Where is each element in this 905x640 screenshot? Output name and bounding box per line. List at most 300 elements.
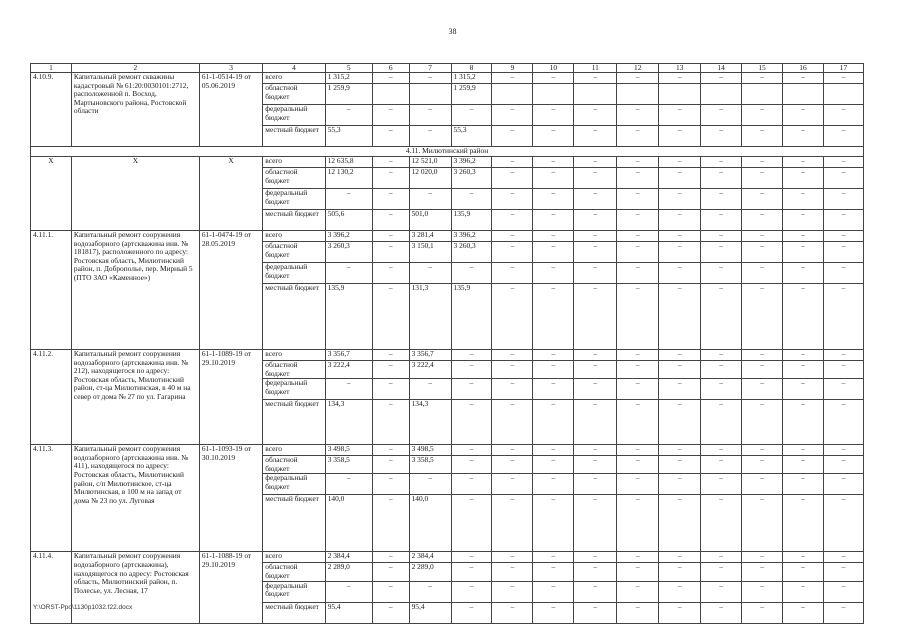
value-cell: – (617, 157, 659, 168)
value-cell: – (617, 126, 659, 147)
value-cell: – (533, 284, 574, 350)
table-body (31, 64, 864, 624)
value-cell: – (617, 400, 659, 445)
value-cell: – (742, 379, 783, 400)
value-cell: – (742, 157, 783, 168)
program-table (30, 63, 864, 624)
value-cell: – (823, 456, 863, 474)
value-cell: – (783, 495, 824, 552)
value-cell: – (701, 73, 742, 84)
value-cell: – (701, 602, 742, 623)
value-cell: – (533, 361, 574, 379)
value-cell: – (823, 379, 863, 400)
funding-source: местный бюджет (263, 602, 325, 623)
value-cell: – (783, 263, 824, 284)
funding-source: всего (263, 157, 325, 168)
value-cell: – (742, 263, 783, 284)
value-cell: – (823, 73, 863, 84)
funding-source: областной бюджет (263, 84, 325, 105)
value-cell: – (617, 602, 659, 623)
value-cell: – (574, 73, 617, 84)
value-cell: – (783, 284, 824, 350)
value-cell: – (659, 157, 701, 168)
value-cell: – (823, 474, 863, 495)
value-cell: 3 358,5 (325, 456, 372, 474)
value-cell: – (742, 284, 783, 350)
value-cell: – (372, 168, 409, 189)
value-cell: – (659, 474, 701, 495)
value-cell: – (451, 361, 492, 379)
value-cell: 95,4 (409, 602, 451, 623)
value-cell: – (742, 581, 783, 602)
value-cell: – (533, 474, 574, 495)
value-cell: 3 281,4 (409, 231, 451, 242)
funding-source: федеральный бюджет (263, 474, 325, 495)
funding-source: областной бюджет (263, 242, 325, 263)
value-cell: – (617, 581, 659, 602)
value-cell: – (659, 495, 701, 552)
funding-source: федеральный бюджет (263, 379, 325, 400)
value-cell: – (492, 445, 533, 456)
column-number: 5 (325, 64, 372, 73)
value-cell: – (783, 602, 824, 623)
value-cell: 134,3 (409, 400, 451, 445)
value-cell: – (492, 263, 533, 284)
value-cell: – (617, 168, 659, 189)
value-cell: – (659, 105, 701, 126)
item-document: 61-1-1088-19 от 29.10.2019 (199, 552, 262, 623)
value-cell: – (451, 350, 492, 361)
value-cell: – (659, 445, 701, 456)
value-cell: – (701, 495, 742, 552)
value-cell: – (823, 126, 863, 147)
value-cell: – (701, 157, 742, 168)
value-cell: 1 315,2 (451, 73, 492, 84)
value-cell: – (372, 284, 409, 350)
value-cell: – (823, 157, 863, 168)
value-cell: 3 498,5 (409, 445, 451, 456)
value-cell: 131,3 (409, 284, 451, 350)
value-cell: – (701, 263, 742, 284)
value-cell: – (701, 379, 742, 400)
item-document: Х (199, 157, 262, 231)
value-cell: – (742, 189, 783, 210)
value-cell: – (617, 210, 659, 231)
column-number: 17 (823, 64, 863, 73)
value-cell (409, 84, 451, 105)
value-cell: – (492, 189, 533, 210)
value-cell: – (492, 126, 533, 147)
value-cell: – (574, 400, 617, 445)
value-cell: 140,0 (409, 495, 451, 552)
value-cell: – (492, 563, 533, 581)
value-cell: 3 396,2 (451, 231, 492, 242)
value-cell: – (451, 581, 492, 602)
value-cell: 12 635,8 (325, 157, 372, 168)
value-cell: – (372, 231, 409, 242)
value-cell: – (574, 602, 617, 623)
value-cell: – (574, 242, 617, 263)
value-cell: 12 020,0 (409, 168, 451, 189)
value-cell: – (574, 563, 617, 581)
value-cell: – (742, 400, 783, 445)
value-cell: – (783, 379, 824, 400)
value-cell: – (372, 189, 409, 210)
value-cell: – (533, 126, 574, 147)
budget-row (31, 231, 864, 242)
value-cell: – (372, 563, 409, 581)
value-cell: – (783, 350, 824, 361)
value-cell: – (783, 242, 824, 263)
funding-source: местный бюджет (263, 400, 325, 445)
value-cell: – (492, 73, 533, 84)
value-cell: – (533, 400, 574, 445)
value-cell: – (742, 474, 783, 495)
value-cell: – (617, 350, 659, 361)
value-cell: – (574, 474, 617, 495)
value-cell: – (823, 400, 863, 445)
funding-source: областной бюджет (263, 456, 325, 474)
value-cell: – (533, 495, 574, 552)
value-cell: – (492, 581, 533, 602)
value-cell: – (701, 242, 742, 263)
item-document: 61-1-1093-19 от 30.10.2019 (199, 445, 262, 552)
value-cell: – (701, 231, 742, 242)
value-cell: – (617, 263, 659, 284)
value-cell: – (783, 445, 824, 456)
column-number: 9 (492, 64, 533, 73)
value-cell: – (409, 105, 451, 126)
value-cell: – (659, 231, 701, 242)
column-number: 10 (533, 64, 574, 73)
value-cell: – (492, 231, 533, 242)
value-cell: – (574, 379, 617, 400)
value-cell: – (701, 400, 742, 445)
value-cell: – (574, 210, 617, 231)
item-name: Х (71, 157, 199, 231)
value-cell: – (742, 361, 783, 379)
value-cell: – (492, 474, 533, 495)
item-document: 61-1-0514-19 от 05.06.2019 (199, 73, 262, 147)
item-number: 4.11.3. (31, 445, 72, 552)
value-cell: 1 315,2 (325, 73, 372, 84)
value-cell: – (451, 495, 492, 552)
budget-row (31, 445, 864, 456)
value-cell (783, 84, 824, 105)
value-cell: – (533, 263, 574, 284)
value-cell: – (783, 231, 824, 242)
value-cell: – (409, 263, 451, 284)
value-cell: – (533, 231, 574, 242)
value-cell: – (823, 168, 863, 189)
column-number: 14 (701, 64, 742, 73)
value-cell: – (742, 210, 783, 231)
funding-source: областной бюджет (263, 168, 325, 189)
value-cell: 3 356,7 (409, 350, 451, 361)
value-cell: – (372, 495, 409, 552)
funding-source: федеральный бюджет (263, 581, 325, 602)
value-cell: – (659, 581, 701, 602)
value-cell: – (783, 400, 824, 445)
value-cell: – (451, 105, 492, 126)
value-cell: – (823, 210, 863, 231)
funding-source: всего (263, 73, 325, 84)
item-number: 4.11.2. (31, 350, 72, 445)
funding-source: всего (263, 231, 325, 242)
value-cell: – (701, 210, 742, 231)
funding-source: федеральный бюджет (263, 263, 325, 284)
value-cell: 1 259,9 (451, 84, 492, 105)
value-cell (492, 84, 533, 105)
value-cell: – (574, 350, 617, 361)
value-cell: – (659, 210, 701, 231)
value-cell: 135,9 (325, 284, 372, 350)
value-cell: – (823, 445, 863, 456)
value-cell: – (574, 456, 617, 474)
value-cell: – (372, 157, 409, 168)
value-cell: – (372, 456, 409, 474)
value-cell: 2 384,4 (409, 552, 451, 563)
value-cell: – (783, 563, 824, 581)
value-cell: 12 521,0 (409, 157, 451, 168)
value-cell (823, 84, 863, 105)
value-cell: – (492, 284, 533, 350)
value-cell: – (372, 242, 409, 263)
funding-source: федеральный бюджет (263, 105, 325, 126)
value-cell: – (742, 456, 783, 474)
value-cell (742, 84, 783, 105)
value-cell: – (533, 602, 574, 623)
value-cell: 3 260,3 (451, 242, 492, 263)
column-number: 6 (372, 64, 409, 73)
value-cell: – (617, 73, 659, 84)
value-cell: – (701, 189, 742, 210)
funding-source: всего (263, 445, 325, 456)
value-cell: – (492, 379, 533, 400)
value-cell: – (492, 210, 533, 231)
value-cell: – (701, 126, 742, 147)
value-cell: 3 222,4 (409, 361, 451, 379)
value-cell: – (451, 552, 492, 563)
value-cell: – (492, 495, 533, 552)
value-cell: – (783, 361, 824, 379)
region-header-row (31, 147, 864, 157)
value-cell: – (574, 445, 617, 456)
value-cell: – (617, 361, 659, 379)
value-cell: – (409, 379, 451, 400)
value-cell: – (533, 379, 574, 400)
item-document: 61-1-1089-19 от 29.10.2019 (199, 350, 262, 445)
value-cell: – (492, 157, 533, 168)
value-cell: – (533, 445, 574, 456)
value-cell: – (783, 168, 824, 189)
value-cell: – (742, 445, 783, 456)
value-cell: – (783, 456, 824, 474)
value-cell: – (617, 456, 659, 474)
value-cell: – (617, 474, 659, 495)
value-cell: 3 222,4 (325, 361, 372, 379)
budget-row (31, 350, 864, 361)
value-cell: – (574, 284, 617, 350)
value-cell: – (451, 263, 492, 284)
column-number: 12 (617, 64, 659, 73)
value-cell (574, 84, 617, 105)
budget-row (31, 73, 864, 84)
value-cell: – (533, 105, 574, 126)
column-number: 7 (409, 64, 451, 73)
value-cell: 2 384,4 (325, 552, 372, 563)
item-number: 4.10.9. (31, 73, 72, 147)
value-cell: – (823, 563, 863, 581)
value-cell: – (823, 284, 863, 350)
value-cell: – (492, 552, 533, 563)
column-number: 16 (783, 64, 824, 73)
value-cell: – (617, 231, 659, 242)
value-cell: – (783, 474, 824, 495)
item-name: Капитальный ремонт сооружения водозаборного (артскважина), находящегося по адресу: Ростовская область, Милютинский район, п. Полесье, ул. Лесная, 17 (71, 552, 199, 623)
value-cell: – (701, 552, 742, 563)
value-cell: – (533, 189, 574, 210)
value-cell: – (701, 581, 742, 602)
value-cell: 1 259,9 (325, 84, 372, 105)
value-cell: – (823, 242, 863, 263)
value-cell: 3 260,3 (451, 168, 492, 189)
value-cell: – (492, 400, 533, 445)
value-cell: 55,3 (451, 126, 492, 147)
page-number: 38 (448, 27, 457, 36)
value-cell: – (533, 581, 574, 602)
value-cell: – (742, 350, 783, 361)
value-cell: – (451, 456, 492, 474)
value-cell: – (823, 105, 863, 126)
value-cell: 3 150,1 (409, 242, 451, 263)
value-cell: – (372, 105, 409, 126)
value-cell: – (783, 210, 824, 231)
value-cell: 3 356,7 (325, 350, 372, 361)
value-cell: – (659, 189, 701, 210)
item-document: 61-1-0474-19 от 28.05.2019 (199, 231, 262, 350)
value-cell: – (533, 350, 574, 361)
value-cell: – (742, 242, 783, 263)
value-cell: – (574, 126, 617, 147)
column-number: 11 (574, 64, 617, 73)
value-cell: – (372, 350, 409, 361)
budget-row (31, 157, 864, 168)
value-cell (372, 84, 409, 105)
value-cell: – (533, 73, 574, 84)
value-cell: – (574, 552, 617, 563)
value-cell (701, 84, 742, 105)
value-cell (617, 84, 659, 105)
column-number: 1 (31, 64, 72, 73)
value-cell: – (451, 189, 492, 210)
value-cell: – (617, 445, 659, 456)
value-cell: – (325, 105, 372, 126)
value-cell: – (451, 445, 492, 456)
value-cell: – (372, 602, 409, 623)
value-cell: 2 289,0 (325, 563, 372, 581)
value-cell: – (659, 552, 701, 563)
column-number: 2 (71, 64, 199, 73)
value-cell: – (659, 361, 701, 379)
value-cell: – (533, 456, 574, 474)
value-cell: – (492, 242, 533, 263)
value-cell: – (372, 263, 409, 284)
value-cell: – (372, 445, 409, 456)
value-cell: – (372, 361, 409, 379)
value-cell: – (701, 456, 742, 474)
column-number: 13 (659, 64, 701, 73)
value-cell: 55,3 (325, 126, 372, 147)
value-cell: – (659, 456, 701, 474)
value-cell: – (783, 73, 824, 84)
value-cell: – (742, 126, 783, 147)
value-cell: – (574, 361, 617, 379)
value-cell: – (659, 73, 701, 84)
value-cell: – (823, 361, 863, 379)
value-cell: – (823, 495, 863, 552)
value-cell: – (617, 495, 659, 552)
value-cell: – (823, 602, 863, 623)
value-cell: – (372, 581, 409, 602)
value-cell: – (617, 189, 659, 210)
value-cell: – (409, 581, 451, 602)
column-number: 8 (451, 64, 492, 73)
value-cell: 140,0 (325, 495, 372, 552)
value-cell: – (742, 552, 783, 563)
value-cell: – (701, 563, 742, 581)
value-cell: – (659, 602, 701, 623)
funding-source: областной бюджет (263, 361, 325, 379)
value-cell: – (823, 350, 863, 361)
value-cell: 3 498,5 (325, 445, 372, 456)
value-cell: – (372, 400, 409, 445)
value-cell: 3 396,2 (325, 231, 372, 242)
item-name: Капитальный ремонт скважины кадастровый № 61:20:0030101:2712, расположенной п. Восход, Мартыновского района, Ростовской области (71, 73, 199, 147)
value-cell: 135,9 (451, 210, 492, 231)
file-path-footer: Y:\ORST-Ppo\1130p1032.f22.docx (33, 604, 133, 611)
value-cell: – (659, 126, 701, 147)
value-cell: – (325, 581, 372, 602)
value-cell: 505,6 (325, 210, 372, 231)
value-cell: – (409, 126, 451, 147)
value-cell: – (451, 400, 492, 445)
column-number: 3 (199, 64, 262, 73)
value-cell: – (701, 284, 742, 350)
funding-source: местный бюджет (263, 495, 325, 552)
value-cell: – (372, 379, 409, 400)
value-cell: – (783, 552, 824, 563)
value-cell: – (451, 563, 492, 581)
value-cell (533, 84, 574, 105)
value-cell: – (659, 379, 701, 400)
value-cell: 3 396,2 (451, 157, 492, 168)
value-cell: – (574, 189, 617, 210)
value-cell: – (409, 189, 451, 210)
value-cell: – (372, 474, 409, 495)
funding-source: федеральный бюджет (263, 189, 325, 210)
value-cell: 95,4 (325, 602, 372, 623)
value-cell: – (783, 126, 824, 147)
value-cell: – (574, 168, 617, 189)
value-cell: – (325, 263, 372, 284)
value-cell: – (451, 379, 492, 400)
value-cell: – (492, 361, 533, 379)
value-cell: – (783, 157, 824, 168)
item-name: Капитальный ремонт сооружения водозаборного (артскважина инв. № 411), находящегося по адресу: Ростовская область, Милютинский район, с/п Милютинское, ст-ца Милютинская, в 100 м на запад от дома № 23 по ул. Луговая (71, 445, 199, 552)
value-cell: – (823, 189, 863, 210)
item-number: Х (31, 157, 72, 231)
